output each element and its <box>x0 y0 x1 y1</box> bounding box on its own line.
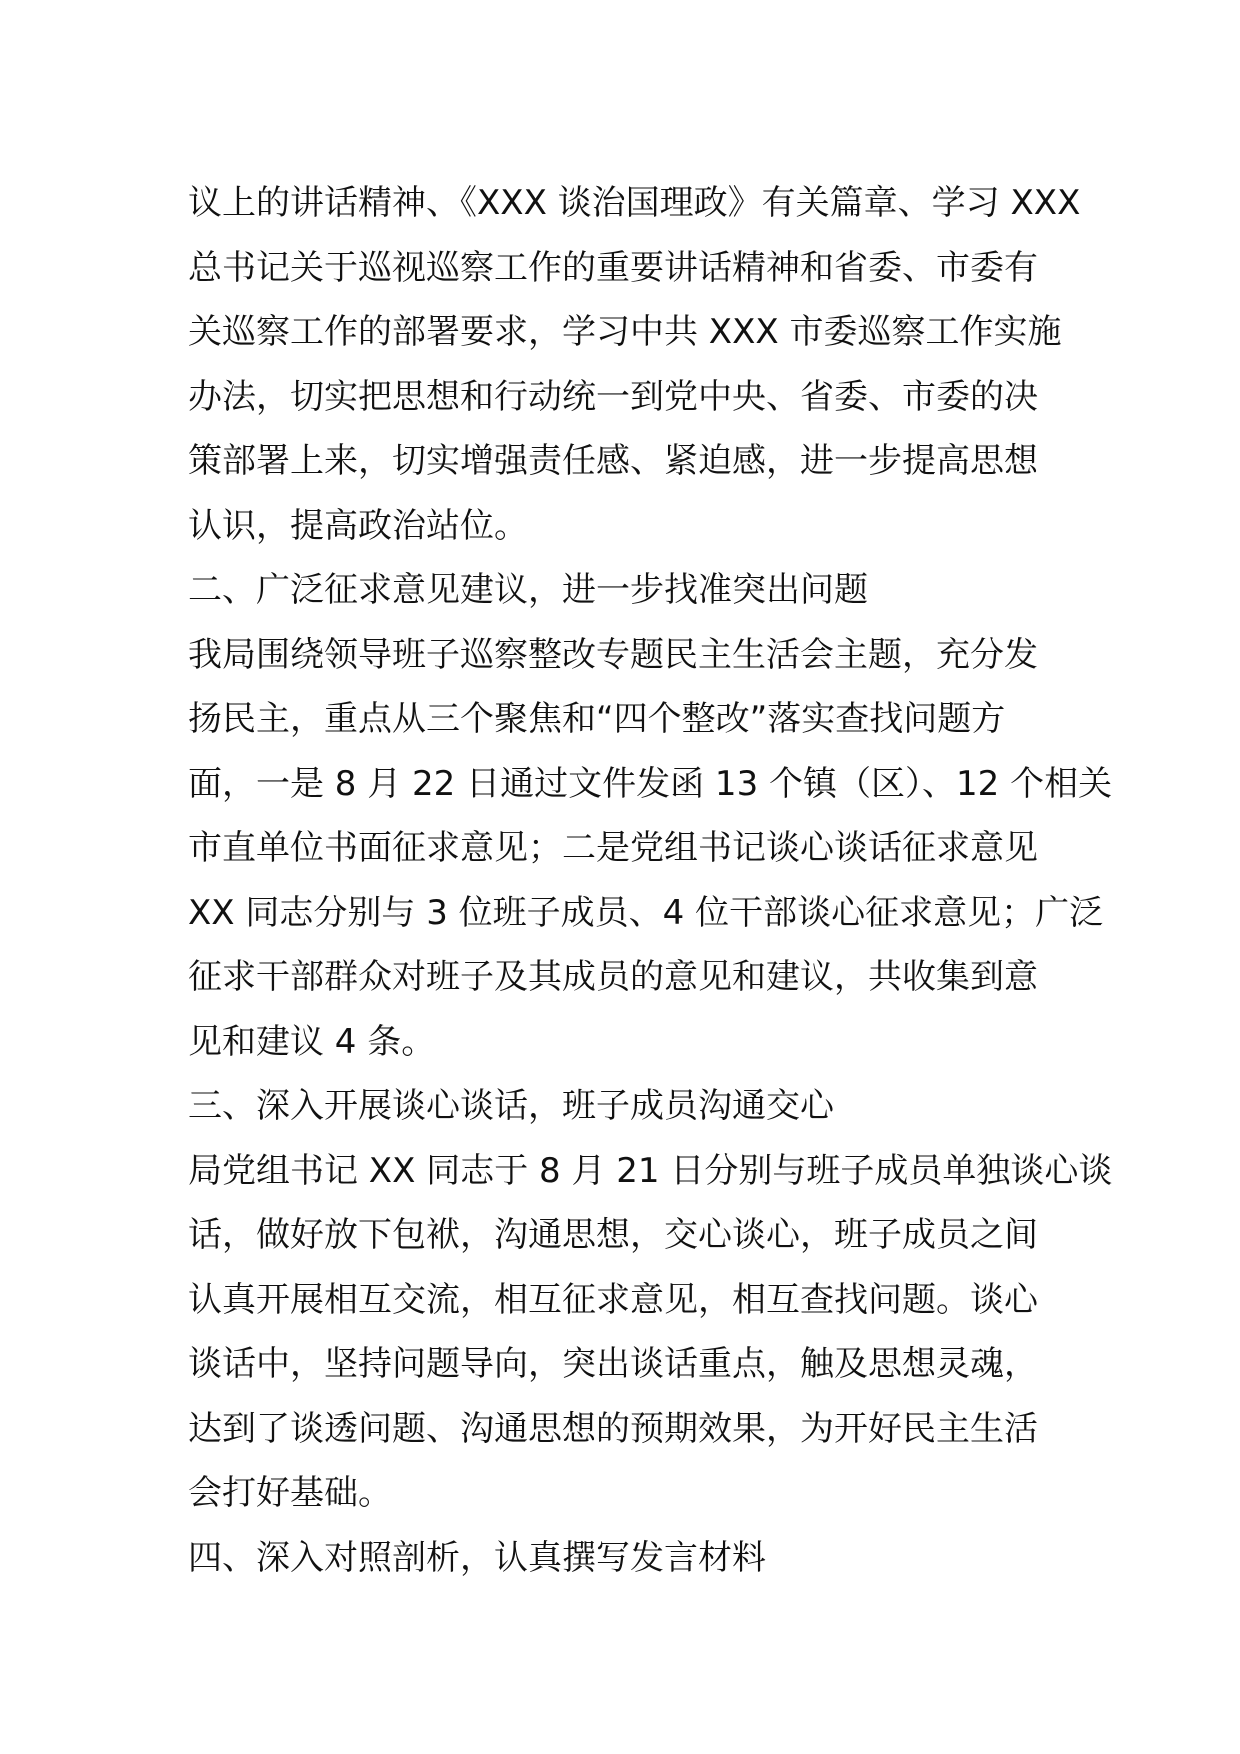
body-text-line: 总书记关于巡视巡察工作的重要讲话精神和省委、市委有 <box>188 247 1038 288</box>
body-text-line: 局党组书记 XX 同志于 8 月 21 日分别与班子成员单独谈心谈 <box>188 1150 1113 1191</box>
document-body <box>188 171 1113 1590</box>
body-text-line: 扬民主，重点从三个聚焦和“四个整改”落实查找问题方 <box>188 699 1006 739</box>
body-text-line: 策部署上来，切实增强责任感、紧迫感，进一步提高思想 <box>188 441 1038 481</box>
body-text-line: 会打好基础。 <box>188 1473 392 1513</box>
body-text-line: 征求干部群众对班子及其成员的意见和建议，共收集到意 <box>188 957 1038 997</box>
section-heading-2: 二、广泛征求意见建议，进一步找准突出问题 <box>188 570 868 610</box>
body-text-line: 认识，提高政治站位。 <box>188 505 528 546</box>
body-text-line: 话，做好放下包袱，沟通思想，交心谈心，班子成员之间 <box>188 1215 1038 1255</box>
body-text-line: 我局围绕领导班子巡察整改专题民主生活会主题，充分发 <box>188 634 1038 675</box>
body-text-line: XX 同志分别与 3 位班子成员、4 位干部谈心征求意见；广泛 <box>188 892 1104 933</box>
section-heading-3: 三、深入开展谈心谈话，班子成员沟通交心 <box>188 1086 834 1126</box>
body-text-line: 议上的讲话精神、《XXX 谈治国理政》有关篇章、学习 XXX <box>188 183 1081 223</box>
body-text-line: 面，一是 8 月 22 日通过文件发函 13 个镇（区）、12 个相关 <box>188 763 1113 804</box>
body-text-line: 关巡察工作的部署要求，学习中共 XXX 市委巡察工作实施 <box>188 312 1062 352</box>
body-text-line: 市直单位书面征求意见；二是党组书记谈心谈话征求意见 <box>188 828 1038 868</box>
body-text-line: 谈话中，坚持问题导向，突出谈话重点，触及思想灵魂， <box>188 1344 1038 1384</box>
body-text-line: 认真开展相互交流，相互征求意见，相互查找问题。谈心 <box>188 1279 1038 1320</box>
body-text-line: 办法，切实把思想和行动统一到党中央、省委、市委的决 <box>188 376 1038 417</box>
body-text-line: 见和建议 4 条。 <box>188 1021 436 1062</box>
body-text-line: 达到了谈透问题、沟通思想的预期效果，为开好民主生活 <box>188 1408 1038 1449</box>
section-heading-4: 四、深入对照剖析，认真撰写发言材料 <box>188 1537 766 1578</box>
